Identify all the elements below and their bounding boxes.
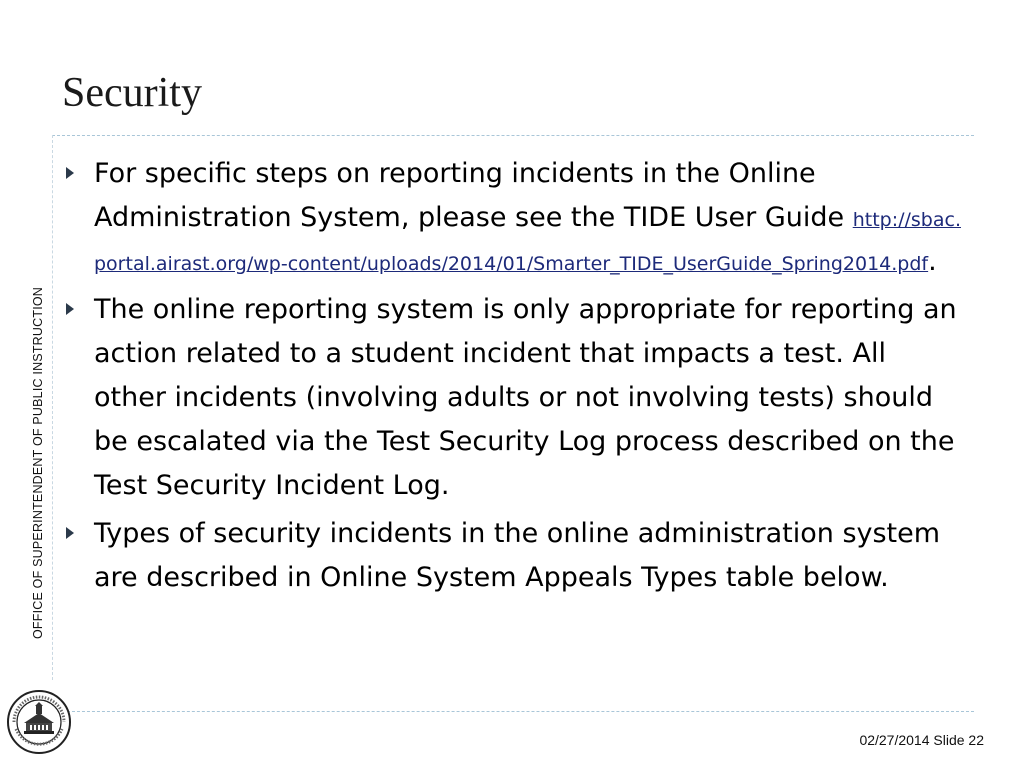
bullet-item-3 <box>66 512 966 600</box>
ospi-seal-icon <box>6 689 72 755</box>
tide-user-guide-link[interactable]: http://sbac.portal.airast.org/wp-content/uploads/2014/01/Smarter_TIDE_UserGuide_Spring2014.pdf <box>94 209 961 275</box>
bullet-text: For specific steps on reporting incidents in the Online Administration System, please see the TIDE User Guide <box>94 158 853 233</box>
footer-divider <box>52 711 974 712</box>
bullet-item-2 <box>66 288 966 508</box>
title-divider <box>52 135 974 136</box>
bullet-text-end: . <box>928 246 937 277</box>
bullet-text: Types of security incidents in the online administration system are described in Online System Appeals Types table below. <box>94 518 941 593</box>
side-divider <box>52 135 53 680</box>
bullet-list <box>66 152 966 604</box>
slide-title: Security <box>62 70 202 116</box>
bullet-text: The online reporting system is only appropriate for reporting an action related to a student incident that impacts a test. All other incidents (involving adults or not involving tests) should be escalated via the Test Security Log process described on the Test Security Incident Log. <box>94 294 957 501</box>
bullet-item-1 <box>66 152 966 284</box>
side-label: OFFICE OF SUPERINTENDENT OF PUBLIC INSTRUCTION <box>31 286 45 640</box>
bullet-arrow-icon <box>66 167 74 179</box>
slide-footer: 02/27/2014 Slide 22 <box>859 732 984 748</box>
bullet-arrow-icon <box>66 303 74 315</box>
bullet-arrow-icon <box>66 527 74 539</box>
